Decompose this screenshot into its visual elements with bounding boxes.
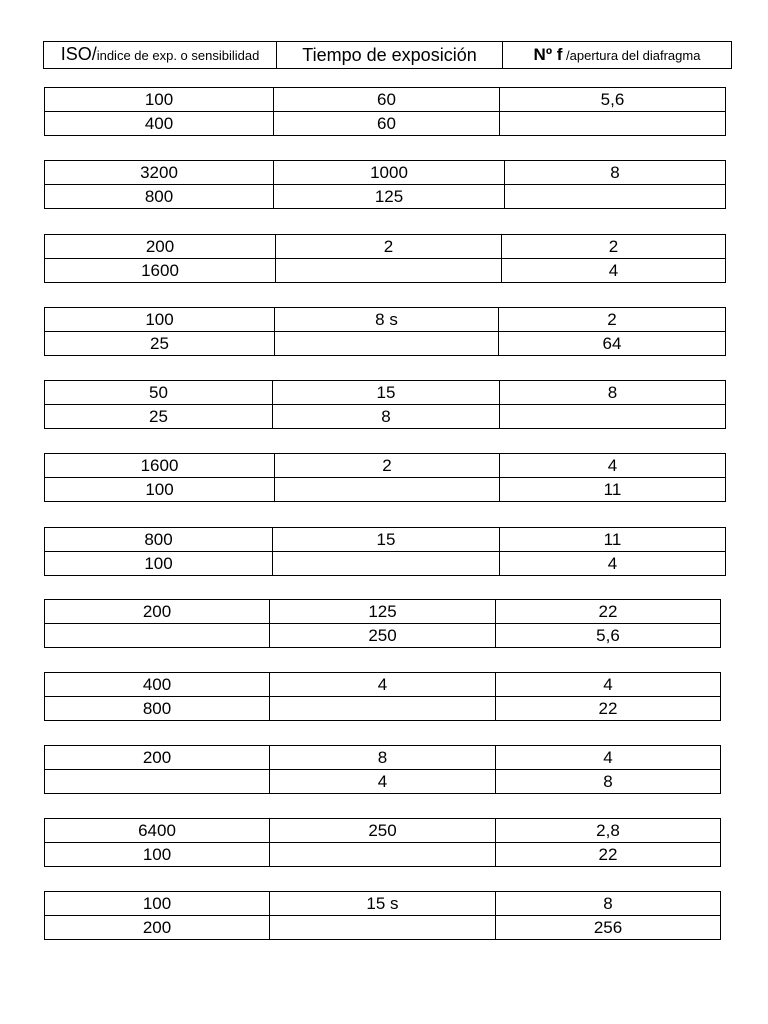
nf-cell: 8: [496, 770, 721, 794]
tiempo-cell: [275, 332, 499, 356]
iso-cell: [45, 624, 270, 648]
tiempo-cell: [275, 478, 500, 502]
nf-cell: 8: [500, 381, 726, 405]
iso-cell: 100: [45, 892, 270, 916]
tiempo-cell: 15 s: [270, 892, 496, 916]
exposure-table-8: [44, 599, 721, 648]
table-row: [45, 112, 726, 136]
tiempo-cell: 4: [270, 770, 496, 794]
nf-cell: [500, 112, 726, 136]
table-row: [45, 235, 726, 259]
table-row: [45, 624, 721, 648]
nf-cell: 4: [496, 673, 721, 697]
tiempo-cell: 2: [276, 235, 502, 259]
exposure-table-9: [44, 672, 721, 721]
iso-cell: 3200: [45, 161, 274, 185]
nf-cell: 2: [502, 235, 726, 259]
iso-cell: 800: [45, 528, 273, 552]
tiempo-cell: 250: [270, 624, 496, 648]
tiempo-cell: 8: [273, 405, 500, 429]
nf-cell: 4: [500, 552, 726, 576]
nf-cell: 4: [500, 454, 726, 478]
table-row: [45, 843, 721, 867]
iso-cell: 800: [45, 185, 274, 209]
table-row: [45, 478, 726, 502]
tiempo-cell: [276, 259, 502, 283]
table-row: [45, 381, 726, 405]
nf-cell: 22: [496, 697, 721, 721]
iso-cell: [45, 770, 270, 794]
table-row: [45, 332, 726, 356]
tiempo-cell: 15: [273, 528, 500, 552]
iso-cell: 25: [45, 332, 275, 356]
exposure-table-6: [44, 453, 726, 502]
nf-sublabel: /apertura del diafragma: [562, 47, 701, 63]
exposure-table-12: [44, 891, 721, 940]
nf-cell: 256: [496, 916, 721, 940]
tiempo-cell: 1000: [274, 161, 505, 185]
tiempo-cell: [270, 697, 496, 721]
nf-label: Nº f: [533, 44, 563, 64]
exposure-table-1: [44, 87, 726, 136]
table-row: [45, 892, 721, 916]
header-row: [44, 42, 732, 69]
tiempo-cell: [270, 843, 496, 867]
table-row: [45, 308, 726, 332]
table-row: [45, 528, 726, 552]
table-row: [45, 770, 721, 794]
table-row: [45, 673, 721, 697]
nf-cell: [500, 405, 726, 429]
table-row: [45, 185, 726, 209]
iso-cell: 200: [45, 746, 270, 770]
iso-cell: 200: [45, 916, 270, 940]
iso-cell: 400: [45, 673, 270, 697]
tiempo-cell: 60: [274, 112, 500, 136]
tiempo-cell: 15: [273, 381, 500, 405]
tiempo-label: Tiempo de exposición: [302, 44, 477, 65]
header-nf: [503, 42, 732, 69]
tiempo-cell: 250: [270, 819, 496, 843]
nf-cell: 22: [496, 600, 721, 624]
iso-cell: 100: [45, 308, 275, 332]
iso-cell: 100: [45, 843, 270, 867]
iso-cell: 100: [45, 552, 273, 576]
tiempo-cell: 8: [270, 746, 496, 770]
tiempo-cell: 125: [274, 185, 505, 209]
table-row: [45, 259, 726, 283]
nf-cell: 11: [500, 478, 726, 502]
table-row: [45, 697, 721, 721]
iso-label: ISO/: [60, 44, 97, 64]
iso-cell: 1600: [45, 454, 275, 478]
nf-cell: 2,8: [496, 819, 721, 843]
iso-cell: 50: [45, 381, 273, 405]
tiempo-cell: 125: [270, 600, 496, 624]
iso-cell: 200: [45, 235, 276, 259]
header-table: [43, 41, 732, 69]
header-iso: [44, 42, 277, 69]
nf-cell: 8: [505, 161, 726, 185]
tiempo-cell: 60: [274, 88, 500, 112]
nf-cell: 5,6: [496, 624, 721, 648]
exposure-table-11: [44, 818, 721, 867]
nf-cell: 5,6: [500, 88, 726, 112]
table-row: [45, 819, 721, 843]
iso-cell: 100: [45, 88, 274, 112]
iso-cell: 6400: [45, 819, 270, 843]
exposure-table-5: [44, 380, 726, 429]
nf-cell: [505, 185, 726, 209]
nf-cell: 22: [496, 843, 721, 867]
table-row: [45, 552, 726, 576]
tiempo-cell: 4: [270, 673, 496, 697]
table-row: [45, 88, 726, 112]
iso-cell: 800: [45, 697, 270, 721]
table-row: [45, 916, 721, 940]
iso-sublabel: indice de exp. o sensibilidad: [96, 48, 260, 63]
nf-cell: 8: [496, 892, 721, 916]
table-row: [45, 161, 726, 185]
tiempo-cell: [270, 916, 496, 940]
iso-cell: 400: [45, 112, 274, 136]
iso-cell: 1600: [45, 259, 276, 283]
exposure-table-2: [44, 160, 726, 209]
table-row: [45, 746, 721, 770]
nf-cell: 64: [499, 332, 726, 356]
nf-cell: 4: [496, 746, 721, 770]
table-row: [45, 405, 726, 429]
nf-cell: 2: [499, 308, 726, 332]
iso-cell: 200: [45, 600, 270, 624]
table-row: [45, 454, 726, 478]
exposure-table-3: [44, 234, 726, 283]
tiempo-cell: [273, 552, 500, 576]
header-tiempo: [277, 42, 503, 69]
nf-cell: 11: [500, 528, 726, 552]
iso-cell: 100: [45, 478, 275, 502]
iso-cell: 25: [45, 405, 273, 429]
tiempo-cell: 8 s: [275, 308, 499, 332]
exposure-table-4: [44, 307, 726, 356]
exposure-table-7: [44, 527, 726, 576]
table-row: [45, 600, 721, 624]
tiempo-cell: 2: [275, 454, 500, 478]
nf-cell: 4: [502, 259, 726, 283]
exposure-table-10: [44, 745, 721, 794]
